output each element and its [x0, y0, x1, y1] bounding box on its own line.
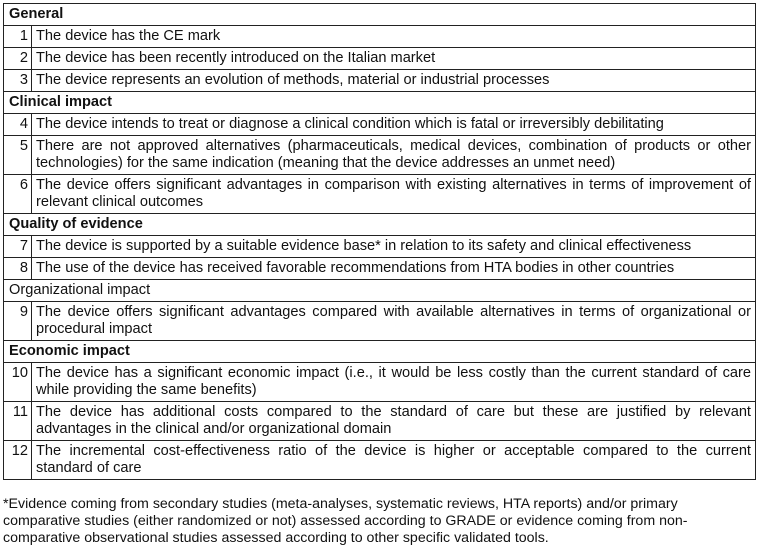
- criterion-number: 6: [4, 175, 32, 214]
- criteria-table: [3, 3, 756, 480]
- criterion-row: [4, 136, 756, 175]
- section-header-row: [4, 214, 756, 236]
- criterion-row: [4, 175, 756, 214]
- criterion-row: [4, 70, 756, 92]
- criterion-text: The device offers significant advantages compared with available alternatives in terms of organizational or procedural impact: [32, 302, 756, 341]
- criterion-row: [4, 302, 756, 341]
- criterion-row: [4, 114, 756, 136]
- section-title: Organizational impact: [4, 280, 756, 302]
- criterion-text: There are not approved alternatives (pharmaceuticals, medical devices, combination of products or other technologies) for the same indication (meaning that the device addresses an unmet need): [32, 136, 756, 175]
- criterion-number: 9: [4, 302, 32, 341]
- section-header-row: [4, 280, 756, 302]
- section-title: Quality of evidence: [4, 214, 756, 236]
- criterion-number: 4: [4, 114, 32, 136]
- section-title: Clinical impact: [4, 92, 756, 114]
- criterion-row: [4, 402, 756, 441]
- criterion-text: The device represents an evolution of methods, material or industrial processes: [32, 70, 756, 92]
- criterion-number: 1: [4, 26, 32, 48]
- criterion-number: 7: [4, 236, 32, 258]
- criterion-number: 10: [4, 363, 32, 402]
- criterion-text: The device has additional costs compared to the standard of care but these are justified by relevant advantages in the clinical and/or organizational domain: [32, 402, 756, 441]
- criterion-text: The device has a significant economic impact (i.e., it would be less costly than the current standard of care while providing the same benefits): [32, 363, 756, 402]
- criterion-number: 8: [4, 258, 32, 280]
- criterion-row: [4, 363, 756, 402]
- criterion-number: 5: [4, 136, 32, 175]
- criterion-number: 11: [4, 402, 32, 441]
- criterion-number: 12: [4, 441, 32, 480]
- criterion-text: The incremental cost-effectiveness ratio of the device is higher or acceptable compared to the current standard of care: [32, 441, 756, 480]
- section-header-row: [4, 92, 756, 114]
- section-header-row: [4, 341, 756, 363]
- criterion-number: 3: [4, 70, 32, 92]
- footnote: *Evidence coming from secondary studies (meta-analyses, systematic reviews, HTA reports) and/or primary comparative studies (either randomized or not) assessed according to GRADE or evidence coming from non-comparative observational studies assessed according to other specific validated tools.: [3, 496, 688, 547]
- section-title: Economic impact: [4, 341, 756, 363]
- criterion-text: The device has been recently introduced on the Italian market: [32, 48, 756, 70]
- criterion-number: 2: [4, 48, 32, 70]
- criterion-text: The device intends to treat or diagnose a clinical condition which is fatal or irreversibly debilitating: [32, 114, 756, 136]
- criterion-row: [4, 26, 756, 48]
- criteria-table-body: [4, 4, 756, 480]
- criterion-text: The device offers significant advantages in comparison with existing alternatives in terms of improvement of relevant clinical outcomes: [32, 175, 756, 214]
- criteria-table-container: [3, 3, 756, 480]
- criterion-text: The use of the device has received favorable recommendations from HTA bodies in other countries: [32, 258, 756, 280]
- criterion-row: [4, 441, 756, 480]
- criterion-row: [4, 48, 756, 70]
- section-header-row: [4, 4, 756, 26]
- criterion-row: [4, 236, 756, 258]
- criterion-row: [4, 258, 756, 280]
- section-title: General: [4, 4, 756, 26]
- criterion-text: The device is supported by a suitable evidence base* in relation to its safety and clinical effectiveness: [32, 236, 756, 258]
- criterion-text: The device has the CE mark: [32, 26, 756, 48]
